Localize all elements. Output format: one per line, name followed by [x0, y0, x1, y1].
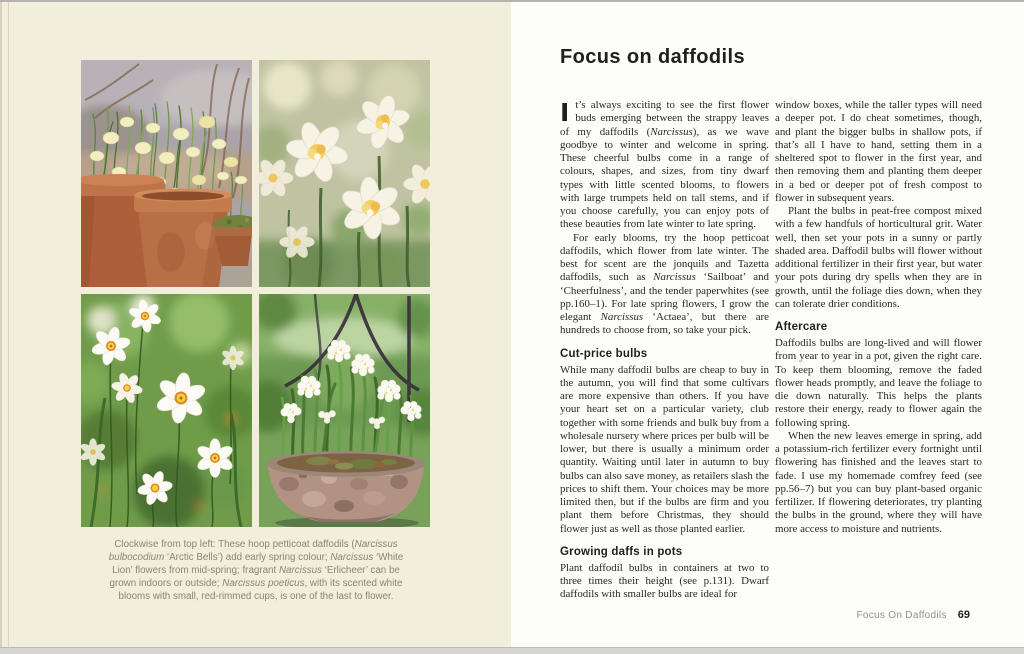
intro-paragraph [560, 99, 769, 232]
photo-erlicheer-bowl [259, 294, 430, 527]
page-footer [856, 609, 970, 621]
paragraph-aftercare: Daffodils bulbs are long-lived and will flower from year to year in a pot, given the right care. To keep them blooming, remove the faded flower heads promptly, and leave the foliage to die down naturally. This helps the plants restore their energy, ready to flower again the following spring. [775, 337, 982, 429]
page-number: 69 [957, 609, 970, 621]
heading-growing-daffs: Growing daffs in pots [560, 545, 683, 558]
heading-aftercare: Aftercare [775, 321, 828, 333]
page-right [511, 2, 1024, 648]
text-column-1 [560, 99, 769, 602]
text-column-2 [775, 99, 982, 536]
photo-poeticus-daffodils [81, 294, 252, 527]
heading-cut-price-bulbs: Cut-price bulbs [560, 347, 648, 360]
photo-poeticus-illustration [81, 294, 252, 527]
running-head: Focus On Daffodils [856, 610, 947, 621]
photo-hoop-petticoat-pots-illustration [81, 60, 252, 287]
photo-erlicheer-illustration [259, 294, 430, 527]
paragraph-early-blooms: For early blooms, try the hoop petticoat daffodils, which flower from late winter. The best for scent are the jonquils and Tazetta daffodils, such as Narcissus ‘Sailboat’ and ‘Cheerfulness’, and the tender paperwhites (see pp.160–1). For late spring flowers, I grow the elegant Narcissus ‘Actaea’, but there are hundreds to choose from, so take your pick. [560, 231, 769, 337]
photo-caption: Clockwise from top left: These hoop petticoat daffodils (Narcissus bulbocodium ‘Arctic Bells’) add early spring colour; Narcissus ‘White Lion’ flowers from mid-spring; fragrant Narcissus ‘Erlicheer’ can be grown indoors or outside; Narcissus poeticus, with its scented white blooms with small, red-rimmed cups, is one of the last to flower. [108, 539, 404, 602]
photo-white-lion-daffodils [259, 60, 430, 287]
paragraph-spring-feeding: When the new leaves emerge in spring, add a potassium-rich fertilizer every fortnight until flowering has finished and the leaves start to fade. I use my homemade comfrey feed (see pp.56–7) but you can buy plant-based organic fertilizer. If flowering deteriorates, try planting the bulbs in the ground, where they will have more access to moisture and nutrients. [775, 429, 982, 535]
page-title: Focus on daffodils [560, 46, 745, 68]
paragraph-growing-daffs: Plant daffodil bulbs in containers at two to three times their height (see p.131). Dwarf daffodils with smaller bulbs are ideal for [560, 561, 769, 601]
paragraph-cut-price: While many daffodil bulbs are cheap to buy in the autumn, you will find that some cultivars are more expensive than others. If you have your heart set on a particular variety, club together with some friends and bulk buy from a wholesale nursery where prices per bulb will be lower, but there is usually a minimum order quantity. Waiting until later in autumn to buy bulbs can also save money, as retailers slash the prices to shift them. Your choices may be more limited then, but if the bulbs are firm and you plant them before Christmas, they should flower just as well as those planted earlier. [560, 363, 769, 535]
intro-paragraph-text: t’s always exciting to see the first flower buds emerging between the strappy leaves of my daffodils (Narcissus), as we wave goodbye to winter and welcome in spring. These cheerful bulbs come in a range of colours, shapes, and sizes, from tiny dwarf types with little scented blooms, to flowers with large trumpets held on tall stems, and if you choose carefully, you can enjoy pots of these beauties from late winter to late spring. [560, 99, 769, 231]
photo-white-lion-illustration [259, 60, 430, 287]
paragraph-window-boxes: window boxes, while the taller types will need a deeper pot. I do cheat sometimes, though, and plant the bigger bulbs in shallow pots, if that’s all I have to hand, setting them in a sheltered spot to flower in the first year, and then removing them and planting them deeper in a bed or deeper pot of fresh compost to flower in subsequent years. [775, 99, 982, 204]
paragraph-planting-compost: Plant the bulbs in peat-free compost mixed with a few handfuls of horticultural grit. Water well, then set your pots in a sunny or partly shaded area. Daffodil bulbs will flower without additional fertilizer in their first year, but water your pots during dry spells when they are in growth, until the foliage dies down, when they can tolerate drier conditions. [775, 205, 982, 310]
photo-hoop-petticoat-pots [81, 60, 252, 287]
intro-dropcap: I [560, 98, 570, 127]
page-left [0, 2, 511, 648]
